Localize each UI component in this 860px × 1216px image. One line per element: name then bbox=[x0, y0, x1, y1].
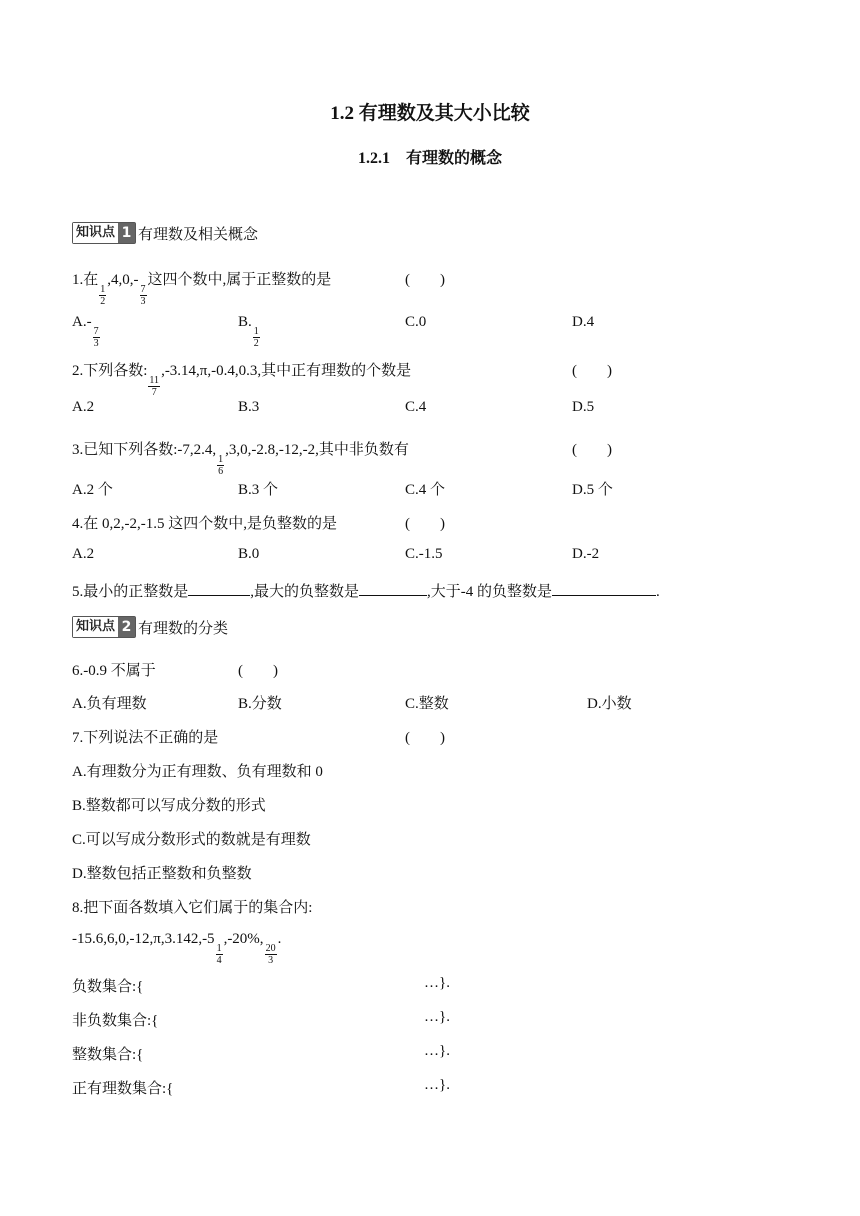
knowledge-point-badge bbox=[72, 616, 136, 638]
set-negative-label: 负数集合:{ bbox=[72, 979, 144, 995]
q7-option-d: D.整数包括正整数和负整数 bbox=[72, 866, 252, 882]
question-6: 6.-0.9 不属于 bbox=[72, 663, 156, 679]
fraction: $\frac{1}{2}$ bbox=[100, 284, 106, 307]
answer-paren: ( ) bbox=[405, 272, 445, 288]
badge-number: 2 bbox=[118, 617, 135, 637]
badge-label: 知识点 bbox=[73, 617, 118, 637]
q1-text-mid: ,4,0,- bbox=[107, 272, 139, 288]
question-2: 2.下列各数: $\frac{11}{7}$ ,-3.14,π,-0.4,0.3,其中正有理数的个数是 bbox=[72, 363, 412, 398]
fill-blank[interactable] bbox=[359, 581, 427, 596]
badge-number: 1 bbox=[118, 223, 135, 243]
answer-paren: ( ) bbox=[572, 442, 612, 458]
question-4: 4.在 0,2,-2,-1.5 这四个数中,是负整数的是 bbox=[72, 516, 337, 532]
q6-option-a: A.负有理数 bbox=[72, 696, 147, 712]
q3-option-a: A.2 个 bbox=[72, 482, 113, 498]
set-positive-rational-end: …}. bbox=[424, 1077, 450, 1093]
section-header-2 bbox=[72, 616, 228, 638]
fraction: $\frac{1}{4}$ bbox=[216, 943, 222, 966]
section-title: 有理数及相关概念 bbox=[138, 226, 259, 243]
q6-option-b: B.分数 bbox=[238, 696, 282, 712]
set-negative-end: …}. bbox=[424, 975, 450, 991]
q2-option-b: B.3 bbox=[238, 399, 260, 415]
q4-option-c: C.-1.5 bbox=[405, 546, 443, 562]
page-title: 1.2 有理数及其大小比较 bbox=[330, 103, 530, 124]
answer-paren: ( ) bbox=[405, 516, 445, 532]
set-positive-rational-label: 正有理数集合:{ bbox=[72, 1081, 174, 1097]
fill-blank[interactable] bbox=[188, 581, 250, 596]
q1-option-a: A.- $\frac{7}{3}$ bbox=[72, 314, 99, 349]
q6-option-d: D.小数 bbox=[587, 696, 632, 712]
set-integer-end: …}. bbox=[424, 1043, 450, 1059]
q4-option-a: A.2 bbox=[72, 546, 95, 562]
set-integer-label: 整数集合:{ bbox=[72, 1047, 144, 1063]
q1-text-post: 这四个数中,属于正整数的是 bbox=[147, 272, 332, 288]
question-8: 8.把下面各数填入它们属于的集合内: bbox=[72, 900, 313, 916]
answer-paren: ( ) bbox=[572, 363, 612, 379]
question-5: 5.最小的正整数是 ,最大的负整数是 ,大于-4 的负整数是 . bbox=[72, 580, 660, 601]
section-header-1 bbox=[72, 222, 258, 244]
q2-option-a: A.2 bbox=[72, 399, 95, 415]
set-nonnegative-end: …}. bbox=[424, 1009, 450, 1025]
set-nonnegative-label: 非负数集合:{ bbox=[72, 1013, 159, 1029]
question-1 bbox=[72, 268, 331, 307]
q6-option-c: C.整数 bbox=[405, 696, 449, 712]
q3-option-c: C.4 个 bbox=[405, 482, 446, 498]
fraction: $\frac{7}{3}$ bbox=[140, 284, 146, 307]
q1-option-d: D.4 bbox=[572, 314, 595, 330]
q4-option-b: B.0 bbox=[238, 546, 260, 562]
q2-option-c: C.4 bbox=[405, 399, 427, 415]
knowledge-point-badge bbox=[72, 222, 136, 244]
section-title: 有理数的分类 bbox=[138, 620, 229, 637]
fraction: $\frac{1}{2}$ bbox=[253, 326, 259, 349]
q3-option-b: B.3 个 bbox=[238, 482, 279, 498]
q1-option-c: C.0 bbox=[405, 314, 427, 330]
q8-numbers: -15.6,6,0,-12,π,3.142,-5 $\frac{1}{4}$ ,-20%, $\frac{20}{3}$ . bbox=[72, 931, 282, 966]
q7-option-c: C.可以写成分数形式的数就是有理数 bbox=[72, 832, 311, 848]
q1-text-pre: 1.在 bbox=[72, 272, 99, 288]
answer-paren: ( ) bbox=[405, 730, 445, 746]
question-3: 3.已知下列各数:-7,2.4, $\frac{1}{6}$ ,3,0,-2.8,-12,-2,其中非负数有 bbox=[72, 442, 409, 477]
q7-option-a: A.有理数分为正有理数、负有理数和 0 bbox=[72, 764, 323, 780]
page-subtitle: 1.2.1 有理数的概念 bbox=[357, 150, 502, 167]
q2-option-d: D.5 bbox=[572, 399, 595, 415]
fill-blank[interactable] bbox=[552, 581, 656, 596]
fraction: $\frac{1}{6}$ bbox=[218, 454, 224, 477]
fraction: $\frac{20}{3}$ bbox=[265, 943, 276, 966]
answer-paren: ( ) bbox=[238, 663, 278, 679]
q3-option-d: D.5 个 bbox=[572, 482, 613, 498]
q1-option-b: B. $\frac{1}{2}$ bbox=[238, 314, 259, 349]
fraction: $\frac{7}{3}$ bbox=[93, 326, 99, 349]
q7-option-b: B.整数都可以写成分数的形式 bbox=[72, 798, 266, 814]
q4-option-d: D.-2 bbox=[572, 546, 600, 562]
fraction: $\frac{11}{7}$ bbox=[149, 375, 160, 398]
question-7: 7.下列说法不正确的是 bbox=[72, 730, 219, 746]
badge-label: 知识点 bbox=[73, 223, 118, 243]
